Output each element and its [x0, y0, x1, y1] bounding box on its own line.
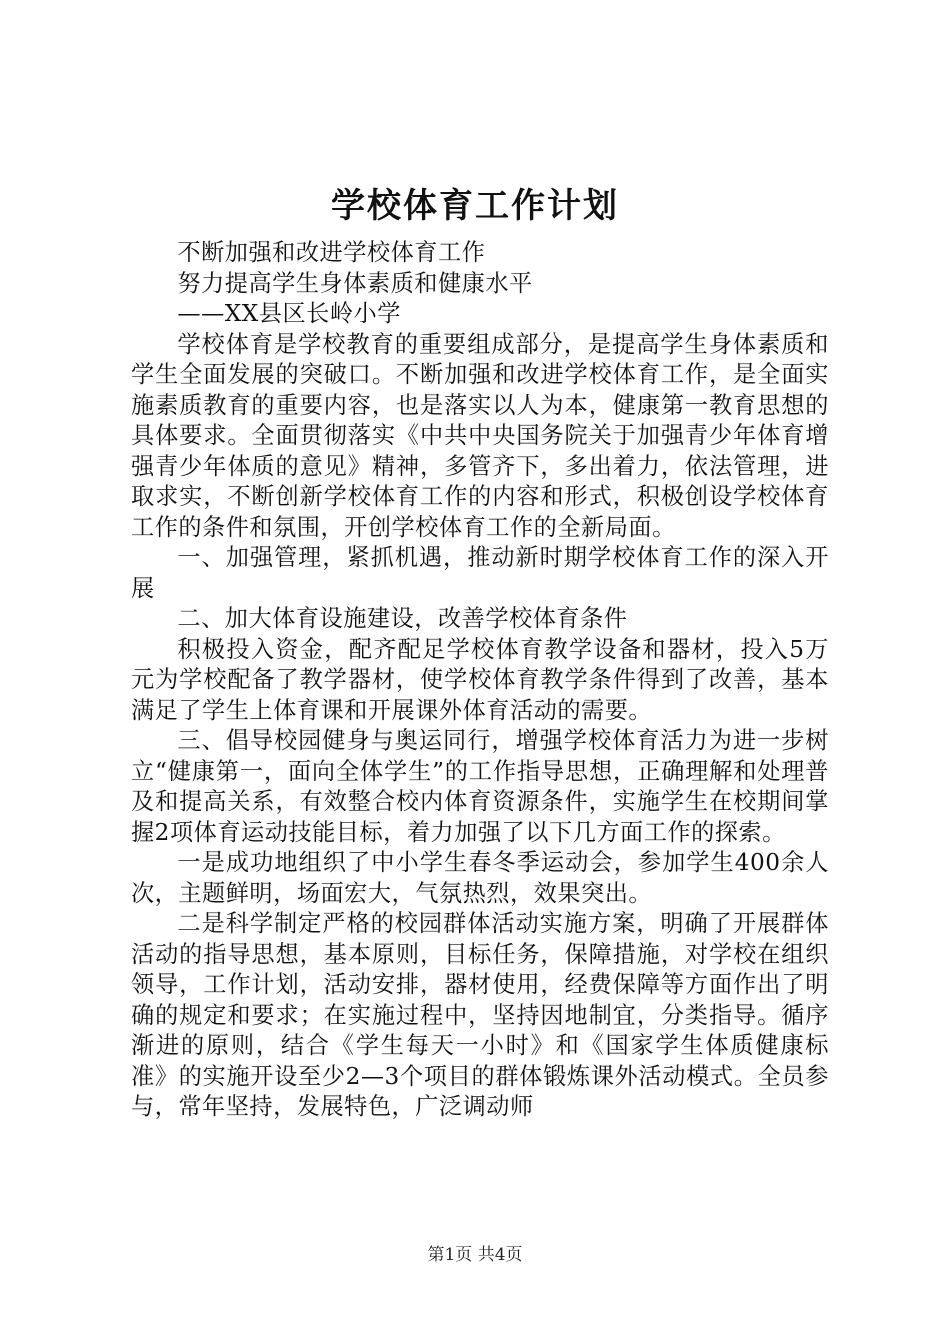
subtitle-line-2: 努力提高学生身体素质和健康水平 — [177, 269, 533, 297]
document-body — [131, 238, 829, 1123]
paragraph: 积极投入资金，配齐配足学校体育教学设备和器材，投入5万元为学校配备了教学器材，使学校体育教学条件得到了改善，基本满足了学生上体育课和开展课外体育活动的需要。 — [131, 635, 829, 724]
page-number-footer: 第1页 共4页 — [427, 1245, 523, 1265]
section-heading: 一、加强管理，紧抓机遇，推动新时期学校体育工作的深入开展 — [131, 544, 829, 602]
paragraph: 一是成功地组织了中小学生春冬季运动会，参加学生400余人次，主题鲜明，场面宏大，气氛热烈，效果突出。 — [131, 849, 829, 907]
section-heading: 二、加大体育设施建设，改善学校体育条件 — [177, 605, 628, 632]
author-line: ——XX县区长岭小学 — [177, 300, 401, 327]
paragraph: 学校体育是学校教育的重要组成部分，是提高学生身体素质和学生全面发展的突破口。不断加强和改进学校体育工作，是全面实施素质教育的重要内容，也是落实以人为本，健康第一教育思想的具体要求。全面贯彻落实《中共中央国务院关于加强青少年体育增强青少年体质的意见》精神，多管齐下，多出着力，依法管理，进取求实，不断创新学校体育工作的内容和形式，积极创设学校体育工作的条件和氛围，开创学校体育工作的全新局面。 — [131, 330, 829, 541]
paragraph: 三、倡导校园健身与奥运同行，增强学校体育活力为进一步树立“健康第一，面向全体学生”的工作指导思想，正确理解和处理普及和提高关系，有效整合校内体育资源条件，实施学生在校期间掌握2项体育运动技能目标，着力加强了以下几方面工作的探索。 — [131, 727, 829, 846]
document-title: 学校体育工作计划 — [331, 186, 619, 226]
subtitle-line-1: 不断加强和改进学校体育工作 — [177, 239, 486, 266]
paragraph: 二是科学制定严格的校园群体活动实施方案，明确了开展群体活动的指导思想，基本原则，目标任务，保障措施，对学校在组织领导，工作计划，活动安排，器材使用，经费保障等方面作出了明确的规定和要求；在实施过程中，坚持因地制宜，分类指导。循序渐进的原则，结合《学生每天一小时》和《国家学生体质健康标准》的实施开设至少2—3个项目的群体锻炼课外活动模式。全员参与，常年坚持，发展特色，广泛调动师 — [131, 910, 829, 1120]
